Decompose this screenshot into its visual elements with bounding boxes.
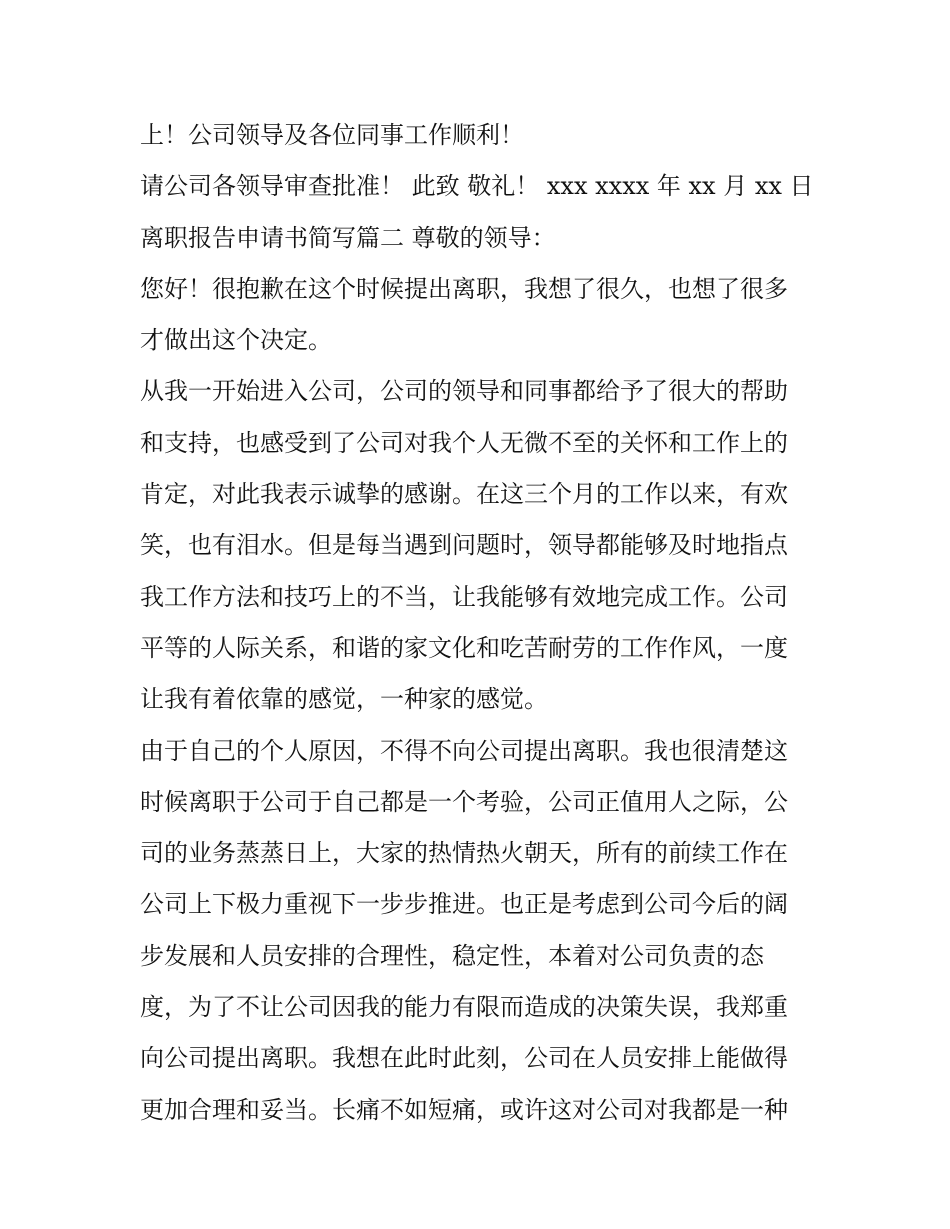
- text-line: 向公司提出离职。我想在此时此刻，公司在人员安排上能做得: [140, 1044, 788, 1073]
- text-line: 请公司各领导审查批准！ 此致 敬礼！ xxx xxxx 年 xx 月 xx 日: [140, 172, 814, 201]
- text-line: 公司上下极力重视下一步步推进。也正是考虑到公司今后的阔: [140, 890, 788, 919]
- text-line: 步发展和人员安排的合理性，稳定性，本着对公司负责的态: [140, 941, 764, 970]
- text-line: 从我一开始进入公司，公司的领导和同事都给予了很大的帮助: [140, 377, 788, 406]
- text-line: 上！公司领导及各位同事工作顺利！: [140, 121, 524, 149]
- text-line: 才做出这个决定。: [140, 326, 332, 355]
- document-body: [140, 110, 830, 1136]
- text-line: 度，为了不让公司因我的能力有限而造成的决策失误，我郑重: [140, 993, 788, 1022]
- text-line: 离职报告申请书简写篇二 尊敬的领导：: [140, 223, 556, 252]
- text-line: 您好！很抱歉在这个时候提出离职，我想了很久，也想了很多: [140, 274, 788, 303]
- text-line: 更加合理和妥当。长痛不如短痛，或许这对公司对我都是一种: [140, 1095, 788, 1124]
- text-line: 司的业务蒸蒸日上，大家的热情热火朝天，所有的前续工作在: [140, 839, 788, 868]
- text-line: 肯定，对此我表示诚挚的感谢。在这三个月的工作以来，有欢: [140, 480, 788, 509]
- text-line: 平等的人际关系，和谐的家文化和吃苦耐劳的工作作风，一度: [140, 633, 788, 662]
- text-line: 由于自己的个人原因，不得不向公司提出离职。我也很清楚这: [140, 736, 788, 765]
- text-line: 让我有着依靠的感觉，一种家的感觉。: [140, 685, 548, 714]
- text-line: 时候离职于公司于自己都是一个考验，公司正值用人之际，公: [140, 787, 788, 816]
- text-line: 和支持，也感受到了公司对我个人无微不至的关怀和工作上的: [140, 428, 788, 457]
- text-line: 我工作方法和技巧上的不当，让我能够有效地完成工作。公司: [140, 582, 788, 611]
- text-line: 笑，也有泪水。但是每当遇到问题时，领导都能够及时地指点: [140, 531, 788, 560]
